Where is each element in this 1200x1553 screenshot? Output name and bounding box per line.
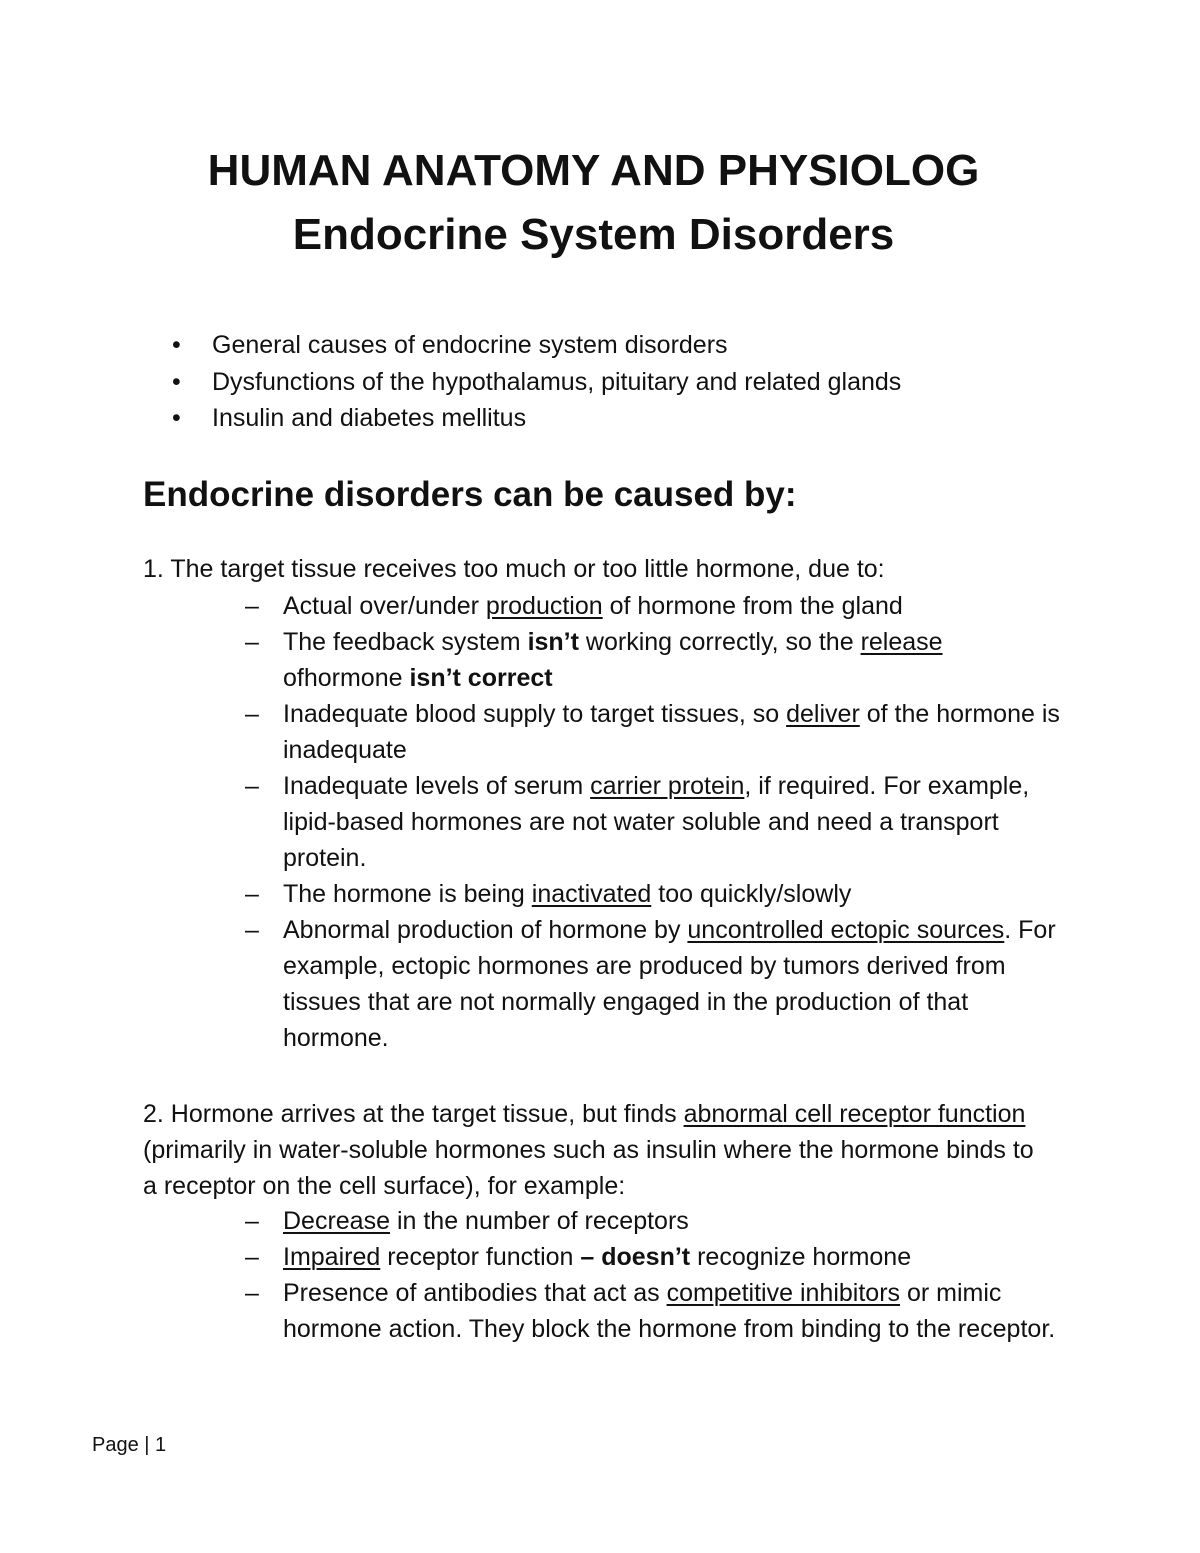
list-item: – Presence of antibodies that act as competitive inhibitors or mimic hormone action. They block the hormone from binding to the receptor. bbox=[245, 1275, 1065, 1347]
list-item: – Impaired receptor function – doesn’t recognize hormone bbox=[245, 1239, 1065, 1275]
bullet-icon: • bbox=[172, 331, 181, 359]
dash-icon: – bbox=[245, 592, 259, 620]
dash-icon: – bbox=[245, 1207, 259, 1235]
cause-sub-list-2 bbox=[245, 1203, 1065, 1347]
dash-icon: – bbox=[245, 916, 259, 944]
list-item: • Insulin and diabetes mellitus bbox=[170, 400, 901, 437]
dash-icon: – bbox=[245, 628, 259, 656]
dash-icon: – bbox=[245, 1243, 259, 1271]
topic-bullet-list bbox=[170, 327, 901, 437]
list-item: – Inadequate levels of serum carrier protein, if required. For example, lipid-based hormones are not water soluble and need a transport protein. bbox=[245, 768, 1065, 876]
dash-icon: – bbox=[245, 1279, 259, 1307]
list-item: – Decrease in the number of receptors bbox=[245, 1203, 1065, 1239]
dash-icon: – bbox=[245, 880, 259, 908]
bullet-icon: • bbox=[172, 367, 181, 396]
list-item: – Actual over/under production of hormone from the gland bbox=[245, 588, 1065, 624]
list-item: • General causes of endocrine system disorders bbox=[170, 327, 901, 364]
list-item: • Dysfunctions of the hypothalamus, pituitary and related glands bbox=[170, 364, 901, 401]
document-subtitle: Endocrine System Disorders bbox=[292, 210, 895, 259]
page-number-footer: Page | 1 bbox=[92, 1434, 167, 1456]
dash-icon: – bbox=[245, 700, 259, 728]
dash-icon: – bbox=[245, 772, 259, 800]
section-heading: Endocrine disorders can be caused by: bbox=[143, 475, 797, 514]
list-item: – The feedback system isn’t working correctly, so the release ofhormone isn’t correct bbox=[245, 624, 1065, 696]
list-item: – Inadequate blood supply to target tissues, so deliver of the hormone is inadequate bbox=[245, 696, 1065, 768]
numbered-point-1: 1. The target tissue receives too much or too little hormone, due to: bbox=[143, 555, 885, 583]
list-item: – The hormone is being inactivated too quickly/slowly bbox=[245, 876, 1065, 912]
point-number: 2. bbox=[143, 1100, 164, 1128]
list-item: – Abnormal production of hormone by uncontrolled ectopic sources. For example, ectopic hormones are produced by tumors derived from tissues that are not normally engaged in the production of that hormone. bbox=[245, 912, 1065, 1056]
document-title: HUMAN ANATOMY AND PHYSIOLOG bbox=[207, 146, 980, 195]
point-number: 1. bbox=[143, 555, 164, 583]
bullet-icon: • bbox=[172, 404, 181, 432]
numbered-point-2: 2. Hormone arrives at the target tissue, but finds abnormal cell receptor function (primarily in water-soluble hormones such as insulin where the hormone binds to a receptor on the cell surface), for example: bbox=[143, 1100, 1034, 1200]
cause-sub-list-1 bbox=[245, 588, 1065, 1056]
